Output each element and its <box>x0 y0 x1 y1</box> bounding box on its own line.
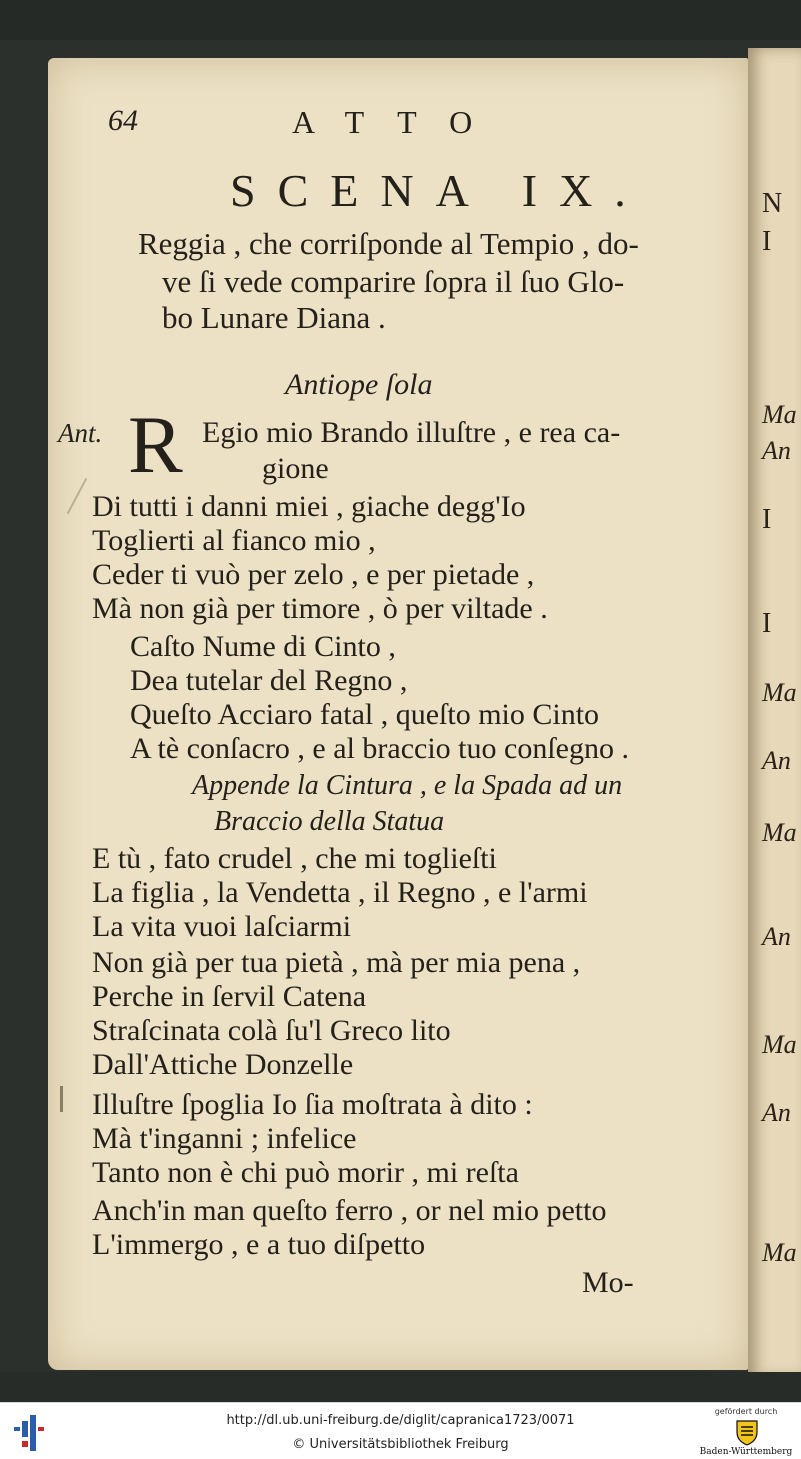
sponsor-logo[interactable] <box>694 1405 798 1459</box>
verse-line: Di tutti i danni miei , giache degg'Io <box>92 490 526 523</box>
sponsor-name: Baden-Württemberg <box>699 1447 793 1457</box>
verse-line: Perche in ſervil Catena <box>92 980 367 1013</box>
verse-line: Tanto non è chi può morir , mi reſta <box>92 1156 519 1189</box>
copyright-notice: © Universitätsbibliothek Freiburg <box>292 1437 509 1452</box>
facing-fragment: Ma <box>762 818 797 847</box>
verse-line: Toglierti al fianco mio , <box>92 524 376 557</box>
verse-line: L'immergo , e a tuo diſpetto <box>92 1228 426 1261</box>
facing-fragment: Ma <box>762 400 797 429</box>
verse-line: E tù , fato crudel , che mi toglieſti <box>92 842 497 875</box>
book-binding-top <box>0 0 801 40</box>
coat-of-arms-icon <box>734 1418 760 1446</box>
facing-fragment: N <box>762 188 783 219</box>
facing-fragment: Ma <box>762 1238 797 1267</box>
document-url-link[interactable]: http://dl.ub.uni-freiburg.de/diglit/capranica1723/0071 <box>226 1413 575 1428</box>
facing-fragment: I <box>762 608 772 639</box>
verse-line: Anch'in man queſto ferro , or nel mio petto <box>92 1194 607 1227</box>
verse-line: Mà t'inganni ; infelice <box>92 1122 357 1155</box>
verse-line: La vita vuoi laſciarmi <box>92 910 352 943</box>
ink-mark <box>60 1086 63 1112</box>
facing-page-edge <box>748 48 801 1378</box>
sponsor-caption: gefördert durch <box>714 1407 778 1416</box>
verse-line: A tè conſacro , e al braccio tuo conſegno . <box>130 732 629 765</box>
facing-fragment: I <box>762 504 772 535</box>
facing-fragment: Ma <box>762 1030 797 1059</box>
verse-line: Mà non già per timore , ò per viltade . <box>92 592 548 625</box>
viewer-footer <box>0 1402 801 1459</box>
verse-line: gione <box>262 452 329 485</box>
verse-line: Non già per tua pietà , mà per mia pena , <box>92 946 581 979</box>
catchword: Mo- <box>582 1266 634 1299</box>
action-direction-line: Braccio della Statua <box>214 806 445 837</box>
verse-line: Dall'Attiche Donzelle <box>92 1048 354 1081</box>
facing-fragment: An <box>762 746 791 775</box>
stage-direction-line: bo Lunare Diana . <box>162 300 386 335</box>
speaker-heading: Antiope ſola <box>285 368 433 401</box>
verse-line: La figlia , la Vendetta , il Regno , e l'armi <box>92 876 588 909</box>
verse-line: Illuſtre ſpoglia Io ſia moſtrata à dito : <box>92 1088 533 1121</box>
verse-line: Caſto Nume di Cinto , <box>130 630 396 663</box>
verse-line: Egio mio Brando illuſtre , e rea ca- <box>202 416 621 449</box>
facing-fragment: An <box>762 1098 791 1127</box>
verse-line: Straſcinata colà ſu'l Greco lito <box>92 1014 451 1047</box>
page-number: 64 <box>108 104 138 137</box>
stage-direction-line: ve ſi vede comparire ſopra il ſuo Glo- <box>162 264 625 299</box>
facing-fragment: An <box>762 436 791 465</box>
verse-line: Dea tutelar del Regno , <box>130 664 408 697</box>
facing-fragment: An <box>762 922 791 951</box>
facing-fragment: Ma <box>762 678 797 707</box>
drop-cap: R <box>128 399 183 490</box>
running-header: ATTO <box>292 104 506 140</box>
speaker-abbrev: Ant. <box>58 418 103 448</box>
stage-direction-line: Reggia , che corriſponde al Tempio , do- <box>138 226 639 261</box>
action-direction-line: Appende la Cintura , e la Spada ad un <box>192 770 623 801</box>
verse-line: Queſto Acciaro fatal , queſto mio Cinto <box>130 698 600 731</box>
scene-title: SCENA IX. <box>230 165 648 216</box>
book-binding-bottom <box>0 1372 801 1402</box>
facing-fragment: I <box>762 226 772 257</box>
verse-line: Ceder ti vuò per zelo , e per pietade , <box>92 558 535 591</box>
